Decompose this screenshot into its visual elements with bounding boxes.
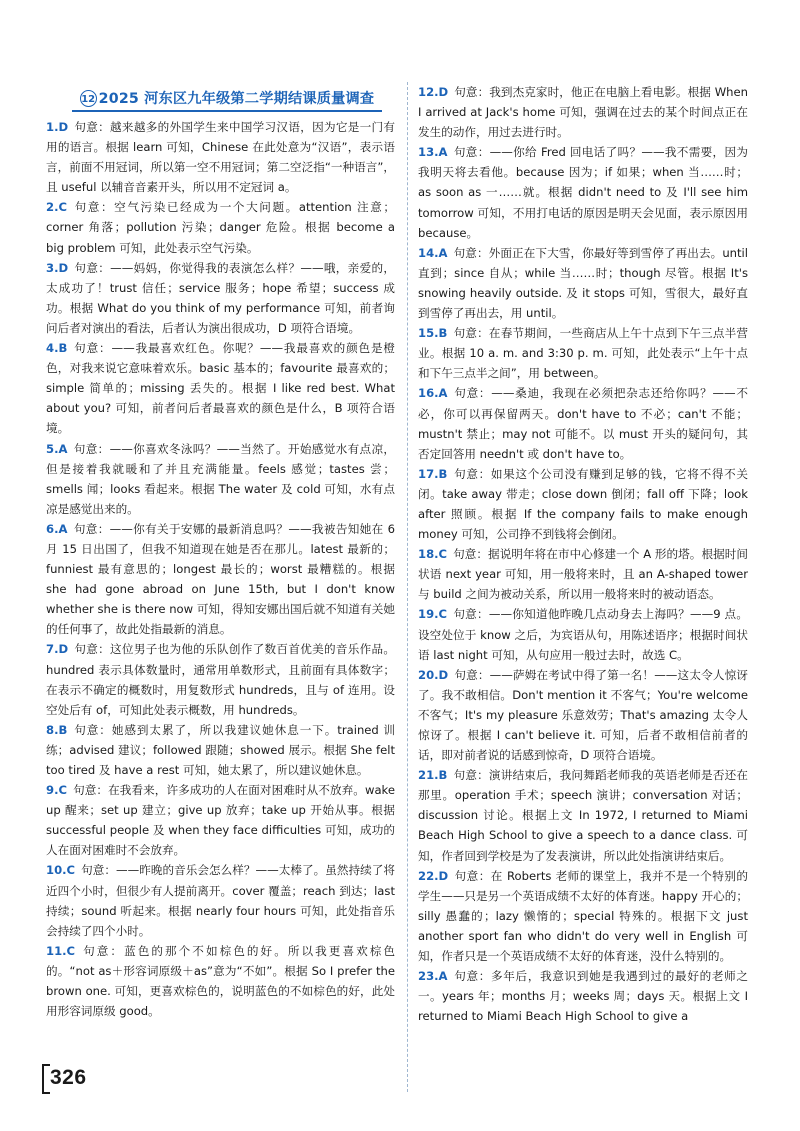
explanation-text: 句意：——我最喜欢红色。你呢？——我最喜欢的颜色是橙色，对我来说它意味着欢乐。basic 基本的；favourite 最喜欢的；simple 简单的；missing 丢失的。根据 I like red best. What about you? 可知，前者问后者最喜欢的颜色是什么，B 项符合语境。 xyxy=(46,341,395,436)
answer-letter: C xyxy=(58,783,67,798)
answer-letter: A xyxy=(438,245,448,260)
answer-item xyxy=(418,665,748,765)
explanation-text: 句意：在 Roberts 老师的课堂上，我并不是一个特别的学生——只是另一个英语成绩不太好的体育迷。happy 开心的；silly 愚蠢的；lazy 懒惰的；special 特殊的。根据下文 just another sport fan who didn't do very well in English 可知，作者只是一个英语成绩不太好的体育迷，没什么特别的。 xyxy=(418,868,748,964)
explanation-text: 句意：我到杰克家时，他正在电脑上看电影。根据 When I arrived at Jack's home 可知，强调在过去的某个时间点正在发生的动作，用过去进行时。 xyxy=(418,85,748,140)
answer-letter: B xyxy=(438,768,448,783)
question-number: 2. xyxy=(46,200,59,215)
answer-item xyxy=(418,383,748,463)
left-column xyxy=(46,117,395,1021)
answer-letter: C xyxy=(66,943,76,958)
answer-letter: A xyxy=(58,441,68,456)
question-number: 10. xyxy=(46,863,67,878)
answer-item xyxy=(418,866,748,966)
question-number: 4. xyxy=(46,341,59,356)
explanation-text: 句意：这位男子也为他的乐队创作了数百首优美的音乐作品。hundred 表示具体数量时，通常用单数形式，且前面有具体数字；在表示不确定的概数时，用复数形式 hundreds，且与 of 连用。设空处后有 of，可知此处表示概数，用 hundreds。 xyxy=(46,642,395,717)
right-column xyxy=(418,82,748,1026)
answer-item xyxy=(418,765,748,865)
answer-item xyxy=(418,243,748,323)
explanation-text: 句意：外面正在下大雪，你最好等到雪停了再出去。until 直到；since 自从；while 当……时；though 尽管。根据 It's snowing heavily outside. 及 it stops 可知，雪很大，最好直到雪停了再出去，用 until。 xyxy=(418,245,748,321)
explanation-text: 句意：——萨姆在考试中得了第一名！——这太令人惊讶了。我不敢相信。Don't mention it 不客气；You're welcome 不客气；It's my pleasure 乐意效劳；That's amazing 太令人惊讶了。根据 I can't believe it. 可知，后者不敢相信前者的话，即对前者说的话感到惊奇，D 项符合语境。 xyxy=(418,667,748,763)
explanation-text: 句意：——你知道他昨晚几点动身去上海吗？——9 点。设空处位于 know 之后，为宾语从句，用陈述语序；根据时间状语 last night 可知，从句应用一般过去时，故选 C。 xyxy=(418,607,748,662)
answer-letter: D xyxy=(58,260,69,275)
answer-letter: B xyxy=(438,466,448,481)
answer-letter: C xyxy=(66,863,76,878)
question-number: 19. xyxy=(418,607,439,622)
question-number: 9. xyxy=(46,783,59,798)
answer-item xyxy=(46,197,395,257)
answer-letter: C xyxy=(438,607,448,622)
answer-letter: A xyxy=(438,969,448,984)
answer-letter: A xyxy=(438,145,448,160)
answer-letter: D xyxy=(438,85,449,99)
question-number: 12. xyxy=(418,85,439,99)
section-number-badge: 12 xyxy=(80,90,97,107)
answer-item xyxy=(46,117,395,197)
question-number: 6. xyxy=(46,521,59,536)
explanation-text: 句意：——桑迪，我现在必须把杂志还给你吗？——不必，你可以再保留两天。don't have to 不必；can't 不能；mustn't 禁止；may not 可能不。以 must 开头的疑问句，其否定回答用 needn't 或 don't have to。 xyxy=(418,386,748,461)
answer-item xyxy=(418,604,748,664)
answer-letter: C xyxy=(438,547,448,562)
question-number: 18. xyxy=(418,547,439,562)
explanation-text: 句意：如果这个公司没有赚到足够的钱，它将不得不关闭。take away 带走；close down 倒闭；fall off 下降；look after 照顾。根据 If the company fails to make enough money 可知，公司挣不到钱将会倒闭。 xyxy=(418,466,748,542)
answer-letter: B xyxy=(58,722,68,737)
question-number: 13. xyxy=(418,145,439,160)
answer-letter: C xyxy=(58,200,67,215)
explanation-text: 句意：——你有关于安娜的最新消息吗？——我被告知她在 6 月 15 日出国了，但我不知道现在她是否在那儿。latest 最新的；funniest 最有意思的；longest 最长的；worst 最糟糕的。根据 she had gone abroad on June 15th, but I don't know whether she is there now 可知，得知安娜出国后就不知道有关她的任何事了，故此处指最新的消息。 xyxy=(46,521,395,637)
answer-item xyxy=(418,464,748,544)
column-divider xyxy=(407,82,408,1092)
explanation-text: 句意：蓝色的那个不如棕色的好。所以我更喜欢棕色的。“not as＋形容词原级＋as”意为“不如”。根据 So I prefer the brown one. 可知，更喜欢棕色的，说明蓝色的不如棕色的好，此处用形容词原级 good。 xyxy=(46,943,395,1019)
explanation-text: 句意：演讲结束后，我问舞蹈老师我的英语老师是否还在那里。operation 手术；speech 演讲；conversation 对话；discussion 讨论。根据上文 In 1972, I returned to Miami Beach High School to give a speech to a dance class. 可知，作者回到学校是为了发表演讲，所以此处指演讲结束后。 xyxy=(418,768,748,863)
explanation-text: 句意：据说明年将在市中心修建一个 A 形的塔。根据时间状语 next year 可知，用一般将来时，且 an A-shaped tower 与 build 之间为被动关系，所以用一般将来时的被动语态。 xyxy=(418,547,748,602)
answer-item xyxy=(46,639,395,719)
question-number: 22. xyxy=(418,868,439,883)
explanation-text: 句意：在我看来，许多成功的人在面对困难时从不放弃。wake up 醒来；set up 建立；give up 放弃；take up 开始从事。根据 successful people 及 when they face difficulties 可知，成功的人在面对困难时不会放弃。 xyxy=(46,783,395,858)
answer-item xyxy=(46,439,395,519)
explanation-text: 句意：——你给 Fred 回电话了吗？——我不需要，因为我明天将去看他。because 因为；if 如果；when 当……时；as soon as 一……就。根据 didn't need to 及 I'll see him tomorrow 可知，不用打电话的原因是明天会见面，表示原因用 because。 xyxy=(418,145,748,240)
question-number: 3. xyxy=(46,260,59,275)
answer-letter: A xyxy=(438,386,448,401)
explanation-text: 句意：空气污染已经成为一个大问题。attention 注意；corner 角落；pollution 污染；danger 危险。根据 become a big problem 可知，此处表示空气污染。 xyxy=(46,200,395,255)
answer-item xyxy=(418,323,748,383)
explanation-text: 句意：——昨晚的音乐会怎么样？——太棒了。虽然持续了将近四个小时，但很少有人提前离开。cover 覆盖；reach 到达；last 持续；sound 听起来。根据 nearly four hours 可知，此处指音乐会持续了四个小时。 xyxy=(46,863,395,938)
page-number: 326 xyxy=(50,1066,87,1089)
explanation-text: 句意：——妈妈，你觉得我的表演怎么样？——哦，亲爱的，太成功了！trust 信任；service 服务；hope 希望；success 成功。根据 What do you think of my performance 可知，前者询问后者对演出的看法，后者认为演出很成功，D 项符合语境。 xyxy=(46,260,395,335)
question-number: 1. xyxy=(46,120,59,134)
answer-item xyxy=(418,966,748,1026)
answer-item xyxy=(46,338,395,438)
question-number: 17. xyxy=(418,466,439,481)
answer-item xyxy=(418,544,748,604)
question-number: 16. xyxy=(418,386,439,401)
answer-letter: B xyxy=(438,326,448,341)
explanation-text: 句意：——你喜欢冬泳吗？——当然了。开始感觉水有点凉，但是接着我就暖和了并且充满能量。feels 感觉；tastes 尝；smells 闻；looks 看起来。根据 The water 及 cold 可知，水有点凉是感觉出来的。 xyxy=(46,441,395,516)
section-title-text: 2025 河东区九年级第二学期结课质量调查 xyxy=(98,91,375,107)
answer-item xyxy=(418,82,748,142)
answer-item xyxy=(46,780,395,860)
question-number: 5. xyxy=(46,441,59,456)
explanation-text: 句意：越来越多的外国学生来中国学习汉语，因为它是一门有用的语言。根据 learn 可知，Chinese 在此处意为“汉语”，表示语言，前面不用冠词，所以第一空不用冠词；第二空泛指“一种语言”，且 useful 以辅音音素开头，所以用不定冠词 a。 xyxy=(46,120,395,195)
answer-item xyxy=(46,941,395,1021)
explanation-text: 句意：在春节期间，一些商店从上午十点到下午三点半营业。根据 10 a. m. and 3:30 p. m. 可知，此处表示“上午十点和下午三点半之间”，用 between。 xyxy=(418,326,748,381)
answer-item xyxy=(46,720,395,780)
section-title xyxy=(72,86,382,112)
question-number: 7. xyxy=(46,642,59,657)
answer-item xyxy=(46,258,395,338)
question-number: 8. xyxy=(46,722,59,737)
question-number: 23. xyxy=(418,969,439,984)
question-number: 14. xyxy=(418,245,439,260)
answer-item xyxy=(46,519,395,640)
answer-letter: D xyxy=(438,667,449,682)
explanation-text: 句意：多年后，我意识到她是我遇到过的最好的老师之一。years 年；months 月；weeks 周；days 天。根据上文 I returned to Miami Beach High School to give a xyxy=(418,969,748,1024)
answer-item xyxy=(418,142,748,242)
question-number: 21. xyxy=(418,768,439,783)
answer-letter: A xyxy=(58,521,68,536)
question-number: 20. xyxy=(418,667,439,682)
answer-letter: B xyxy=(58,341,68,356)
answer-letter: D xyxy=(58,642,69,657)
question-number: 11. xyxy=(46,943,67,958)
question-number: 15. xyxy=(418,326,439,341)
answer-letter: D xyxy=(58,120,69,134)
explanation-text: 句意：她感到太累了，所以我建议她休息一下。trained 训练；advised 建议；followed 跟随；showed 展示。根据 She felt too tired 及 have a rest 可知，她太累了，所以建议她休息。 xyxy=(46,722,395,777)
answer-item xyxy=(46,860,395,940)
answer-letter: D xyxy=(438,868,449,883)
